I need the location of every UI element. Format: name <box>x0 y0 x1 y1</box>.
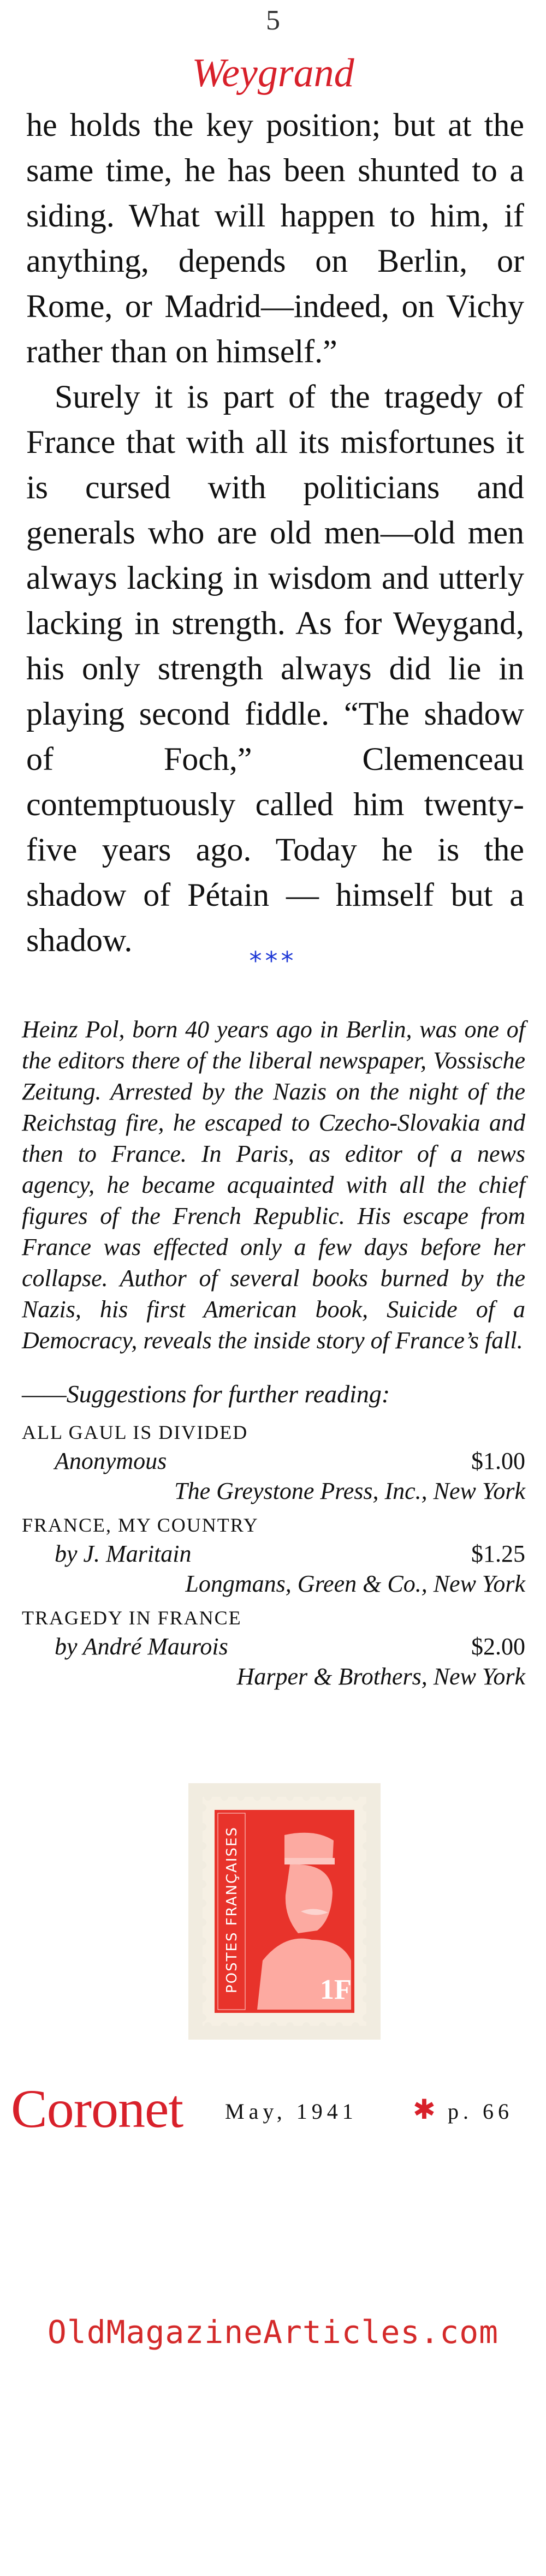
postage-stamp <box>188 1783 381 2040</box>
author-bio: Heinz Pol, born 40 years ago in Berlin, was one of the editors there of the liberal newspaper, Vossische Zeitung. Arrested by the Nazis on the night of the Reichstag fire, he escaped to Czecho-Slovakia and then to France. In Paris, as editor of a news agency, he became acquainted with all the chief figures of the French Republic. His escape from France was effected only a few days before her collapse. Author of several books burned by the Nazis, his first American book, Suicide of a Democracy, reveals the inside story of France’s fall. <box>22 1016 525 1354</box>
book-author: Anonymous <box>55 1448 167 1474</box>
book-author-line <box>22 1631 525 1661</box>
article-body <box>26 103 524 963</box>
magazine-logo: Coronet <box>11 2078 183 2139</box>
book-entry <box>22 1604 525 1692</box>
book-entry <box>22 1511 525 1599</box>
book-title: FRANCE, MY COUNTRY <box>22 1514 259 1536</box>
reading-list <box>22 1419 525 1697</box>
section-separator: *** <box>249 946 297 976</box>
running-title: Weygrand <box>192 51 354 95</box>
page-number: 5 <box>266 5 280 36</box>
book-author-line <box>22 1446 525 1476</box>
book-price: $1.25 <box>471 1540 525 1567</box>
asterisk-icon: ✱ <box>413 2094 436 2125</box>
site-url[interactable]: OldMagazineArticles.com <box>47 2314 499 2351</box>
book-publisher: Longmans, Green & Co., New York <box>185 1570 525 1597</box>
book-price: $2.00 <box>471 1633 525 1660</box>
issue-date: May, 1941 <box>225 2099 358 2124</box>
book-publisher: Harper & Brothers, New York <box>236 1663 525 1690</box>
book-price: $1.00 <box>471 1448 525 1474</box>
book-author-line <box>22 1539 525 1569</box>
article-paragraph: Surely it is part of the tragedy of France that with all its misfortunes it is cursed with politicians and generals who are old men—old men always lacking in wisdom and utterly lacking in strength. As for Weygand, his only strength always did lie in playing second fiddle. “The shadow of Foch,” Clemenceau contemptuously called him twenty-five years ago. Today he is the shadow of Pétain — himself but a shadow. <box>26 379 524 958</box>
book-entry <box>22 1419 525 1506</box>
footer <box>11 2079 535 2139</box>
book-author: by J. Maritain <box>55 1540 192 1567</box>
petain-stamp-image <box>203 1797 366 2026</box>
page-reference: p. 66 <box>448 2099 513 2124</box>
reading-heading: ——Suggestions for further reading: <box>22 1380 390 1408</box>
book-title: TRAGEDY IN FRANCE <box>22 1607 242 1629</box>
book-publisher: The Greystone Press, Inc., New York <box>174 1478 525 1504</box>
stamp-value: 1F <box>320 1974 352 2005</box>
article-paragraph: he holds the key position; but at the same time, he has been shunted to a siding. What will happen to him, if anything, depends on Berlin, or Rome, or Madrid—indeed, on Vichy rather than on himself.” <box>26 107 524 369</box>
stamp-side-text: POSTES FRANÇAISES <box>224 1826 240 1993</box>
book-author: by André Maurois <box>55 1633 228 1660</box>
book-title: ALL GAUL IS DIVIDED <box>22 1421 248 1443</box>
